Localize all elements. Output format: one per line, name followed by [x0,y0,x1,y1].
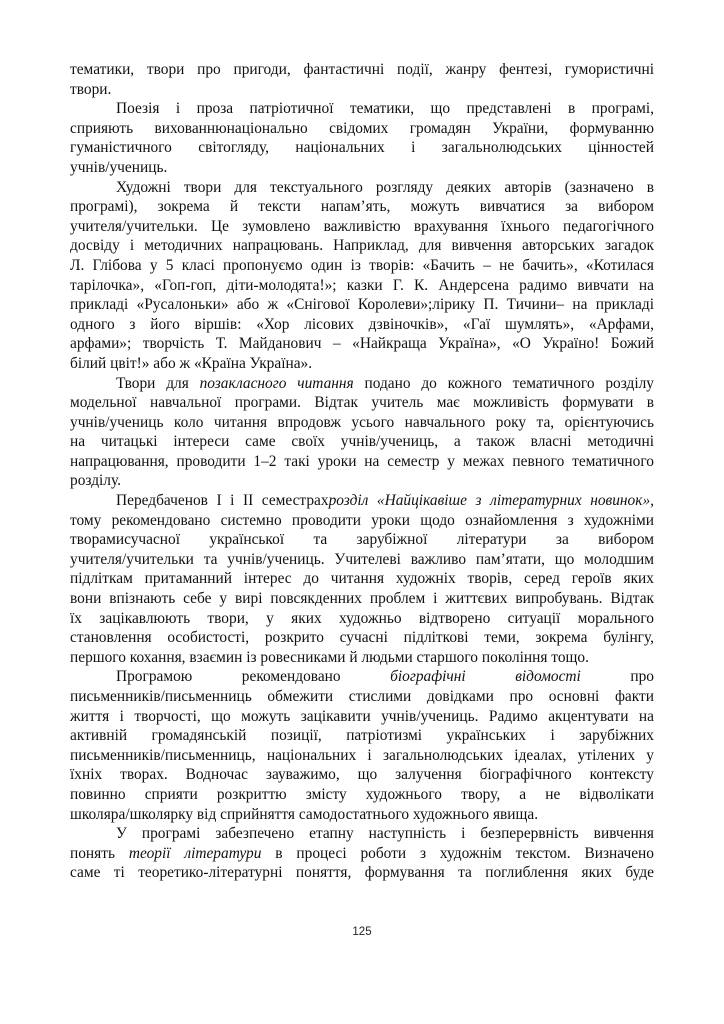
text-line: Твори для позакласного читання подано до кожного тематичного розділу [116,374,654,392]
text-line: їх зацікавлюють твори, у яких художньо відтворено ситуації морального [70,609,654,627]
text-line: учителя/учительки. Це зумовлено важливістю врахування їхнього педагогічного [70,217,654,235]
text-line: Передбаченов І і ІІ семестрахрозділ «Найцікавіше з літературних новинок», [116,492,654,510]
text-line: життя і творчості, що можуть зацікавити учнів/учениць. Радимо акцентувати на [70,707,654,725]
text-line: досвіду і методичних напрацювань. Наприклад, для вивчення авторських загадок [70,237,654,255]
text-line: повинно сприяти розкриттю змісту художнього твору, а не відволікати [70,785,654,803]
text-line: учителя/учительки та учнів/учениць. Учителеві важливо пам’ятати, що молодшим [70,550,654,568]
text-line: школяра/школярку від сприйняття самодостатнього художнього явища. [70,805,539,823]
text-line: Програмою рекомендовано біографічні відомості про [116,668,654,686]
text-line: модельної навчальної програми. Відтак учитель має можливість формувати в [70,394,654,412]
text-line: першого кохання, взаємин із ровесниками й людьми старшого покоління тощо. [70,648,589,666]
text-line: творамисучасної української та зарубіжної літератури за вибором [70,531,654,549]
text-line: сприяють вихованнюнаціонально свідомих громадян України, формуванню [70,119,654,137]
text-line: білий цвіт!» або ж «Країна Україна». [70,354,313,372]
text-line: Л. Глібова у 5 класі пропонуємо один із творів: «Бачить – не бачить», «Котилася [70,256,654,274]
text-line: активній громадянській позиції, патріотизмі українських і зарубіжних [70,727,654,745]
text-line: саме ті теоретико-літературні поняття, формування та поглиблення яких буде [70,864,654,882]
text-line: письменників/письменниць обмежити стислими довідками про основні факти [70,688,654,705]
text-line: прикладі «Русалоньки» або ж «Снігової Королеви»;лірику П. Тичини– на прикладі [70,296,654,314]
text-line: учнів/учениць. [70,158,168,176]
text-line: У програмі забезпечено етапну наступність і безперервність вивчення [116,825,654,843]
text-line: розділу. [70,472,121,490]
text-line: вони впізнають себе у вирі повсякденних проблем і життєвих випробувань. Відтак [70,590,654,608]
text-line: тому рекомендовано системно проводити уроки щодо ознайомлення з художніми [70,511,654,529]
text-line: на читацькі інтереси саме своїх учнів/учениць, а також власні методичні [70,433,654,451]
text-line: програмі), зокрема й тексти напам’ять, можуть вивчатися за вибором [70,198,654,216]
text-line: письменників/письменниць, національних і загальнолюдських ідеалах, утілених у [70,746,654,764]
page-number: 125 [352,926,372,938]
text-line: тематики, твори про пригоди, фантастичні події, жанру фентезі, гумористичні [70,61,654,78]
text-line: тарілочка», «Гоп-гоп, діти-молодята!»; казки Г. К. Андерсена радимо вивчати на [70,276,654,294]
text-line: арфами»; творчість Т. Майданович – «Найкраща Україна», «О Україно! Божий [70,335,654,353]
text-line: одного з його віршів: «Хор лісових дзвіночків», «Гаї шумлять», «Арфами, [70,315,654,333]
text-line: твори. [70,80,112,98]
text-line: становлення особистості, розкрито сучасні підліткові теми, зокрема булінгу, [70,629,654,647]
text-line: Художні твори для текстуального розгляду деяких авторів (зазначено в [116,178,654,196]
text-line: гуманістичного світогляду, національних і загальнолюдських цінностей [70,139,654,157]
text-line: підліткам притаманний інтерес до читання художніх творів, серед героїв яких [70,570,654,588]
document-body [70,60,654,883]
text-line: їхніх творах. Водночас зауважимо, що залучення біографічного контексту [70,766,654,784]
text-line: учнів/учениць коло читання впродовж усього навчального року та, орієнтуючись [70,413,654,431]
text-line: напрацювання, проводити 1–2 такі уроки на семестр у межах певного тематичного [70,452,654,470]
text-line: Поезія і проза патріотичної тематики, що представлені в програмі, [116,100,654,118]
text-line: понять теорії літератури в процесі роботи з художнім текстом. Визначено [70,844,654,862]
